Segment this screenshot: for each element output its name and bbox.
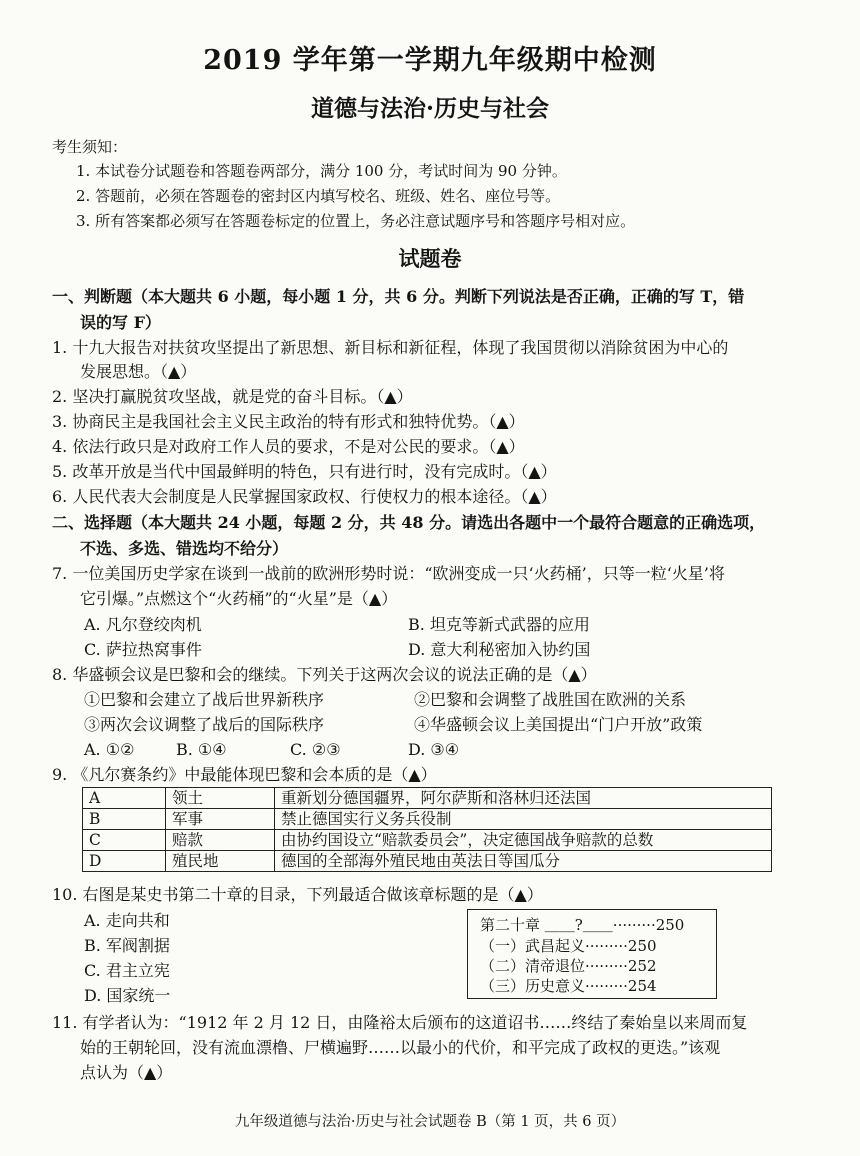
part1-heading: 一、判断题（本大题共 6 小题，每小题 1 分，共 6 分。判断下列说法是否正确，正确的写 T，错	[52, 287, 745, 306]
question-7: 7. 一位美国历史学家在谈到一战前的欧洲形势时说：“欧洲变成一只‘火药桶’，只等一粒‘火星’将	[52, 564, 725, 583]
table-cell-option: B	[83, 809, 166, 830]
option-c: C. 君主立宪	[84, 961, 170, 980]
option-c: C. 萨拉热窝事件	[84, 640, 202, 659]
table-cell-content: 德国的全部海外殖民地由英法日等国瓜分	[275, 851, 772, 872]
question-1: 1. 十九大报告对扶贫攻坚提出了新思想、新目标和新征程，体现了我国贯彻以消除贫困为中心的	[52, 338, 729, 357]
page-footer: 九年级道德与法治·历史与社会试题卷 B（第 1 页，共 6 页）	[234, 1114, 626, 1130]
question-8: 8. 华盛顿会议是巴黎和会的继续。下列关于这两次会议的说法正确的是（▲）	[52, 665, 597, 684]
table-cell-option: C	[83, 830, 166, 851]
statement-1: ①巴黎和会建立了战后世界新秩序	[84, 690, 325, 709]
question-2: 2. 坚决打赢脱贫攻坚战，就是党的奋斗目标。（▲）	[52, 387, 413, 406]
option-b: B. 坦克等新式武器的应用	[408, 615, 590, 634]
table-cell-topic: 殖民地	[166, 851, 275, 872]
statement-3: ③两次会议调整了战后的国际秩序	[84, 715, 325, 734]
question-7-cont: 它引爆。”点燃这个“火药桶”的“火星”是（▲）	[80, 589, 398, 608]
notice-item: 2. 答题前，必须在答题卷的密封区内填写校名、班级、姓名、座位号等。	[76, 187, 561, 205]
question-5: 5. 改革开放是当代中国最鲜明的特色，只有进行时，没有完成时。（▲）	[52, 462, 557, 481]
exam-subtitle: 道德与法治·历史与社会	[310, 95, 549, 122]
treaty-table	[82, 787, 772, 872]
table-cell-content: 禁止德国实行义务兵役制	[275, 809, 772, 830]
question-6: 6. 人民代表大会制度是人民掌握国家政权、行使权力的根本途径。（▲）	[52, 487, 557, 506]
toc-item: （二）清帝退位·········252	[480, 957, 657, 975]
question-11: 11. 有学者认为：“1912 年 2 月 12 日，由隆裕太后颁布的这道诏书……终结了秦始皇以来周而复	[52, 1013, 748, 1032]
option-a: A. ①②	[84, 740, 135, 759]
table-row	[83, 830, 772, 851]
table-row	[83, 809, 772, 830]
notice-item: 3. 所有答案都必须写在答题卷标定的位置上，务必注意试题序号和答题序号相对应。	[76, 212, 636, 230]
part2-heading: 二、选择题（本大题共 24 小题，每题 2 分，共 48 分。请选出各题中一个最符合题意的正确选项，	[52, 513, 766, 532]
notice-heading: 考生须知：	[52, 138, 128, 156]
toc-chapter: 第二十章 ＿＿?＿＿·········250	[480, 916, 685, 934]
option-c: C. ②③	[290, 740, 341, 759]
toc-item: （一）武昌起义·········250	[480, 937, 657, 955]
table-cell-option: A	[83, 788, 166, 809]
toc-item: （三）历史意义·········254	[480, 977, 657, 995]
table-row	[83, 788, 772, 809]
question-11-cont: 始的王朝轮回，没有流血漂橹、尸横遍野……以最小的代价，和平完成了政权的更迭。”该观	[80, 1038, 721, 1057]
question-11-cont: 点认为（▲）	[80, 1063, 173, 1082]
table-cell-option: D	[83, 851, 166, 872]
table-cell-content: 重新划分德国疆界，阿尔萨斯和洛林归还法国	[275, 788, 772, 809]
option-b: B. ①④	[176, 740, 227, 759]
statement-4: ④华盛顿会议上美国提出“门户开放”政策	[414, 715, 703, 734]
table-cell-topic: 领土	[166, 788, 275, 809]
option-b: B. 军阀割据	[84, 936, 170, 955]
question-1-cont: 发展思想。（▲）	[80, 362, 197, 381]
section-title: 试题卷	[398, 246, 462, 271]
question-3: 3. 协商民主是我国社会主义民主政治的特有形式和独特优势。（▲）	[52, 412, 525, 431]
question-4: 4. 依法行政只是对政府工作人员的要求，不是对公民的要求。（▲）	[52, 437, 525, 456]
table-cell-content: 由协约国设立“赔款委员会”，决定德国战争赔款的总数	[275, 830, 772, 851]
part2-heading-cont: 不选、多选、错选均不给分）	[80, 539, 289, 558]
statement-2: ②巴黎和会调整了战胜国在欧洲的关系	[414, 690, 687, 709]
exam-title: 2019 学年第一学期九年级期中检测	[203, 45, 657, 76]
question-9: 9. 《凡尔赛条约》中最能体现巴黎和会本质的是（▲）	[52, 765, 437, 784]
table-cell-topic: 赔款	[166, 830, 275, 851]
option-a: A. 凡尔登绞肉机	[84, 615, 202, 634]
table-of-contents-box	[467, 909, 717, 999]
table-row	[83, 851, 772, 872]
question-10: 10. 右图是某史书第二十章的目录，下列最适合做该章标题的是（▲）	[52, 885, 543, 904]
option-d: D. ③④	[408, 740, 460, 759]
option-a: A. 走向共和	[84, 911, 170, 930]
table-cell-topic: 军事	[166, 809, 275, 830]
part1-heading-cont: 误的写 F）	[80, 313, 161, 332]
notice-item: 1. 本试卷分试题卷和答题卷两部分，满分 100 分，考试时间为 90 分钟。	[76, 162, 567, 180]
option-d: D. 意大利秘密加入协约国	[408, 640, 591, 659]
option-d: D. 国家统一	[84, 986, 171, 1005]
